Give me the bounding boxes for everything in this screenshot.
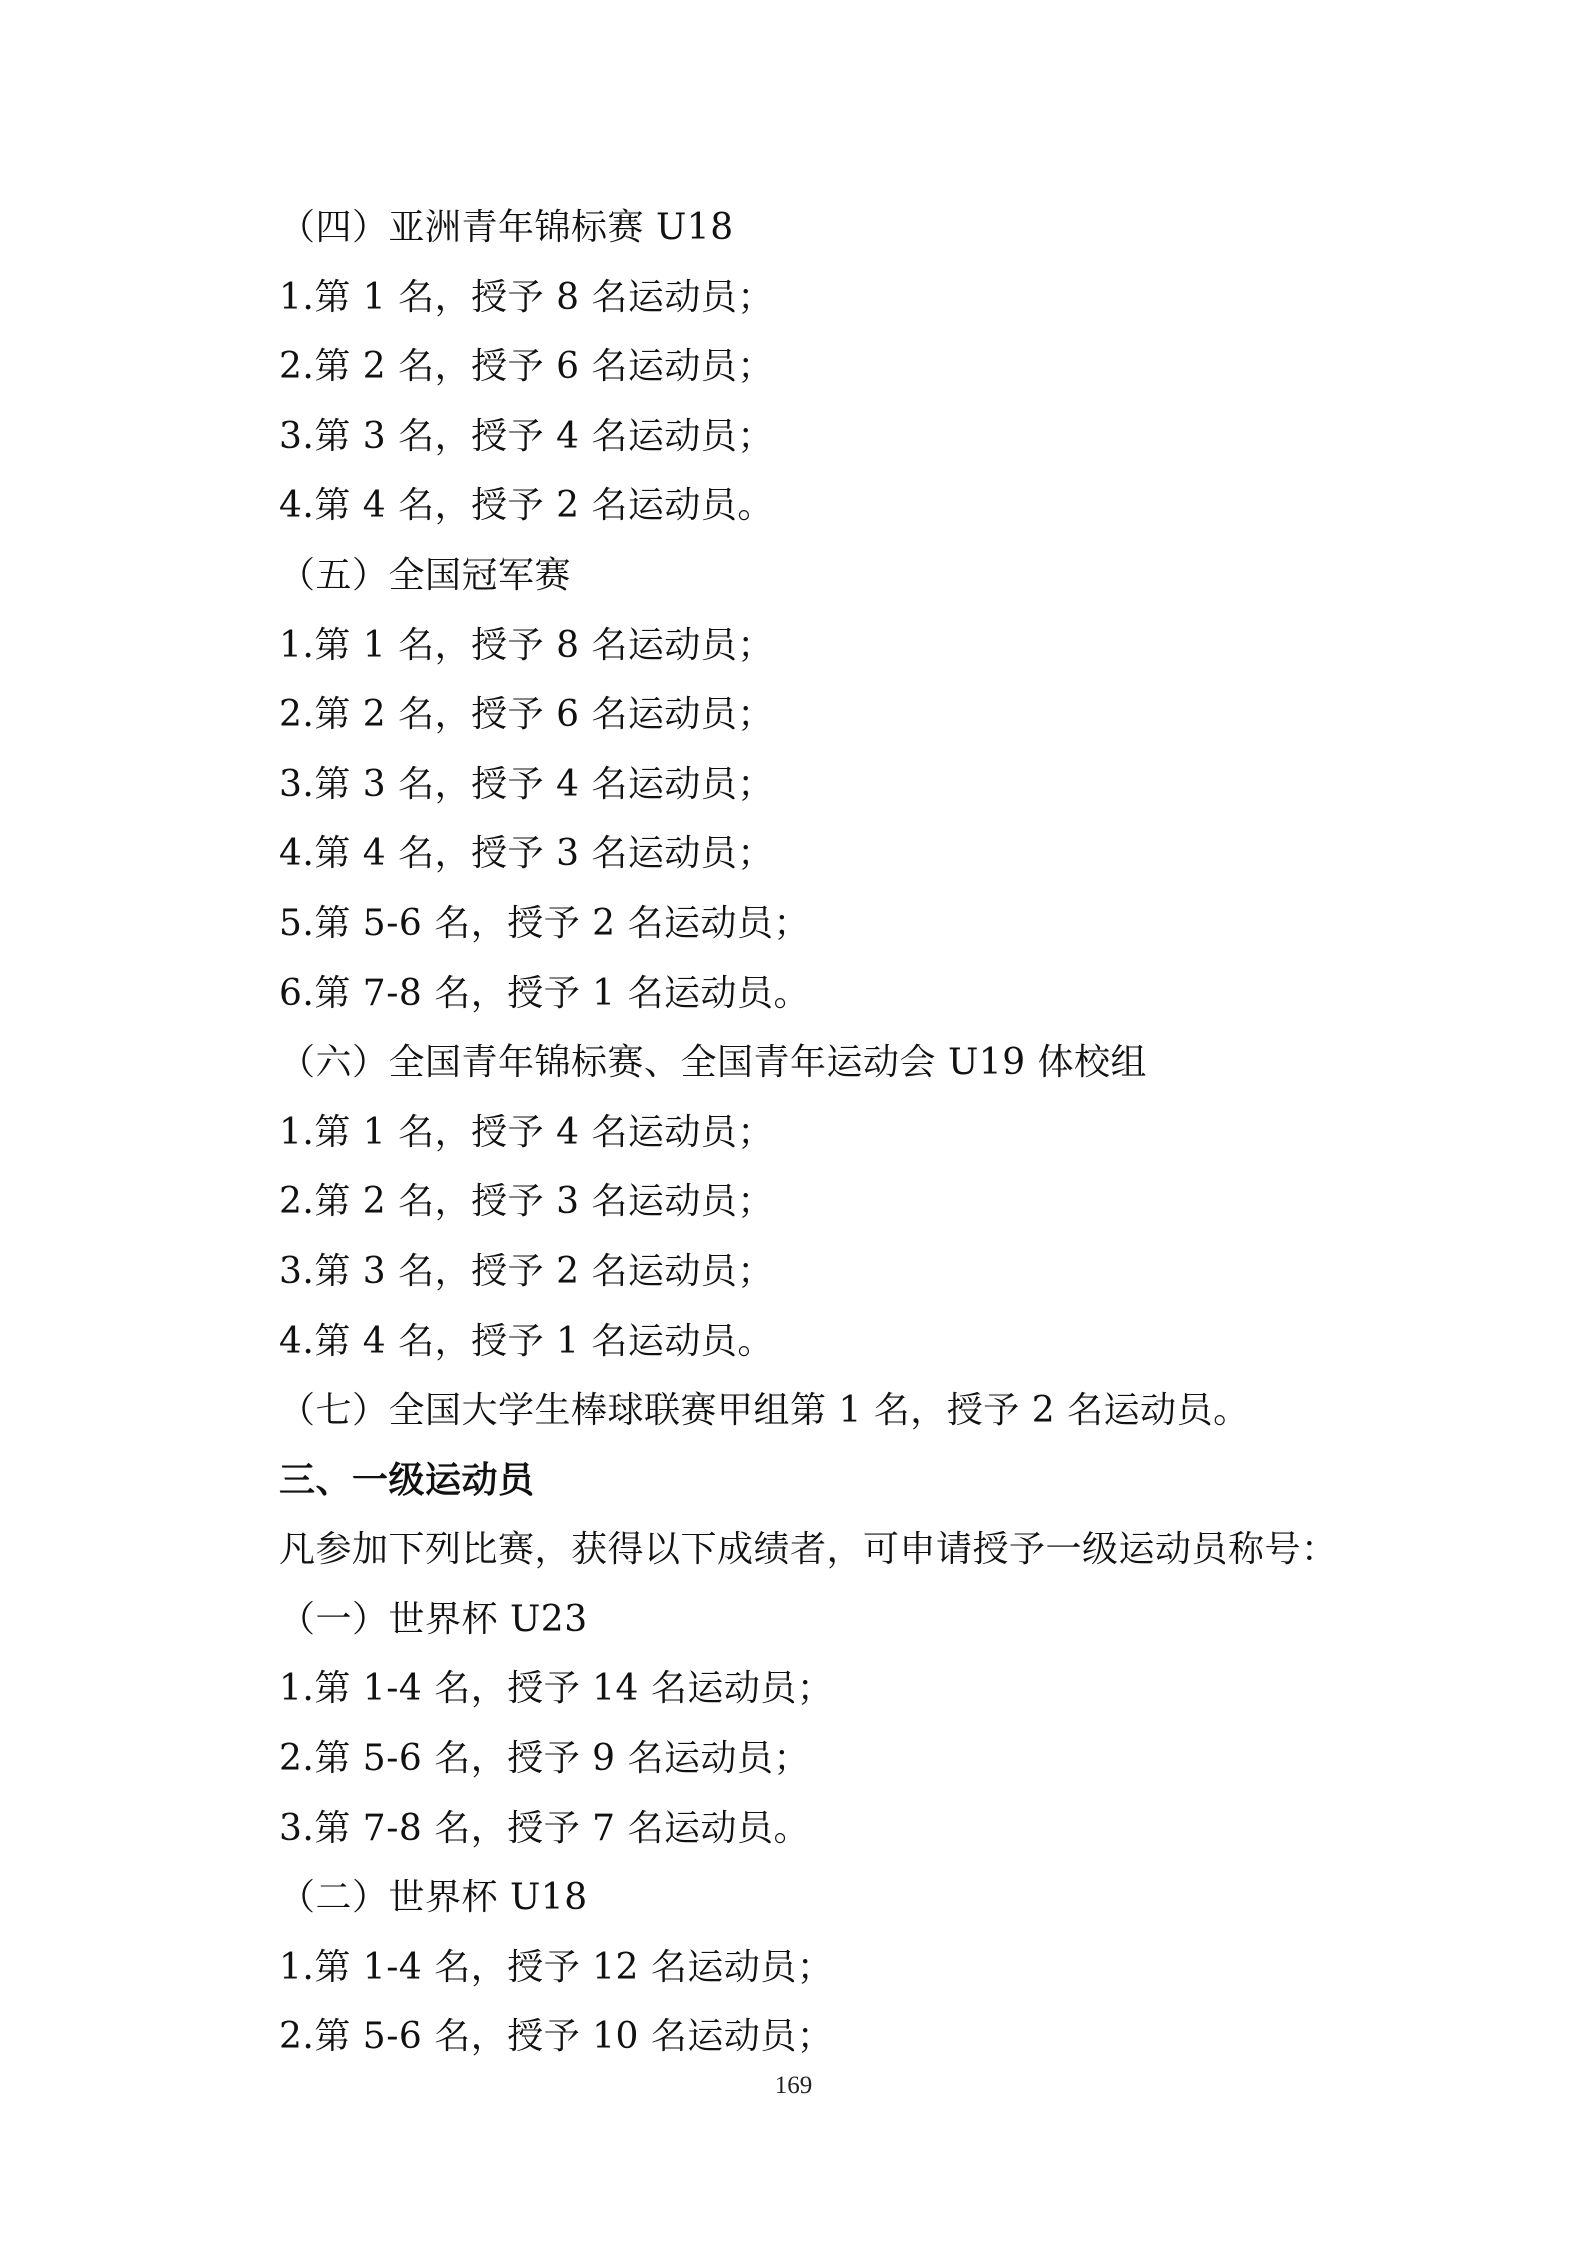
list-item: 3.第 3 名，授予 4 名运动员； [279, 763, 774, 805]
list-item: 4.第 4 名，授予 3 名运动员； [279, 833, 774, 875]
paragraph: 凡参加下列比赛，获得以下成绩者，可申请授予一级运动员称号： [279, 1529, 1338, 1571]
list-item: 2.第 5-6 名，授予 10 名运动员； [279, 2016, 834, 2058]
list-item: 4.第 4 名，授予 2 名运动员。 [279, 485, 774, 527]
subsection-title: （七）全国大学生棒球联赛甲组第 1 名，授予 2 名运动员。 [279, 1390, 1250, 1432]
document-body [279, 199, 1379, 2078]
subsection-title: （一）世界杯 U23 [279, 1598, 588, 1640]
list-item: 2.第 2 名，授予 3 名运动员； [279, 1181, 774, 1223]
subsection-title: （六）全国青年锦标赛、全国青年运动会 U19 体校组 [279, 1042, 1148, 1084]
list-item: 1.第 1-4 名，授予 12 名运动员； [279, 1946, 834, 1988]
list-item: 2.第 2 名，授予 6 名运动员； [279, 346, 774, 388]
page-number: 169 [774, 2072, 813, 2099]
list-item: 1.第 1-4 名，授予 14 名运动员； [279, 1668, 834, 1710]
subsection-title: （四）亚洲青年锦标赛 U18 [279, 207, 734, 248]
list-item: 2.第 5-6 名，授予 9 名运动员； [279, 1738, 810, 1780]
list-item: 2.第 2 名，授予 6 名运动员； [279, 694, 774, 736]
list-item: 1.第 1 名，授予 8 名运动员； [279, 624, 774, 666]
list-item: 6.第 7-8 名，授予 1 名运动员。 [279, 972, 810, 1014]
list-item: 1.第 1 名，授予 8 名运动员； [279, 276, 774, 318]
list-item: 1.第 1 名，授予 4 名运动员； [279, 1111, 774, 1153]
list-item: 3.第 7-8 名，授予 7 名运动员。 [279, 1807, 810, 1849]
list-item: 5.第 5-6 名，授予 2 名运动员； [279, 902, 810, 944]
section-heading: 三、一级运动员 [279, 1459, 535, 1501]
subsection-title: （五）全国冠军赛 [279, 554, 572, 596]
subsection-title: （二）世界杯 U18 [279, 1877, 588, 1919]
list-item: 3.第 3 名，授予 4 名运动员； [279, 415, 774, 457]
list-item: 3.第 3 名，授予 2 名运动员； [279, 1250, 774, 1292]
list-item: 4.第 4 名，授予 1 名运动员。 [279, 1320, 774, 1362]
